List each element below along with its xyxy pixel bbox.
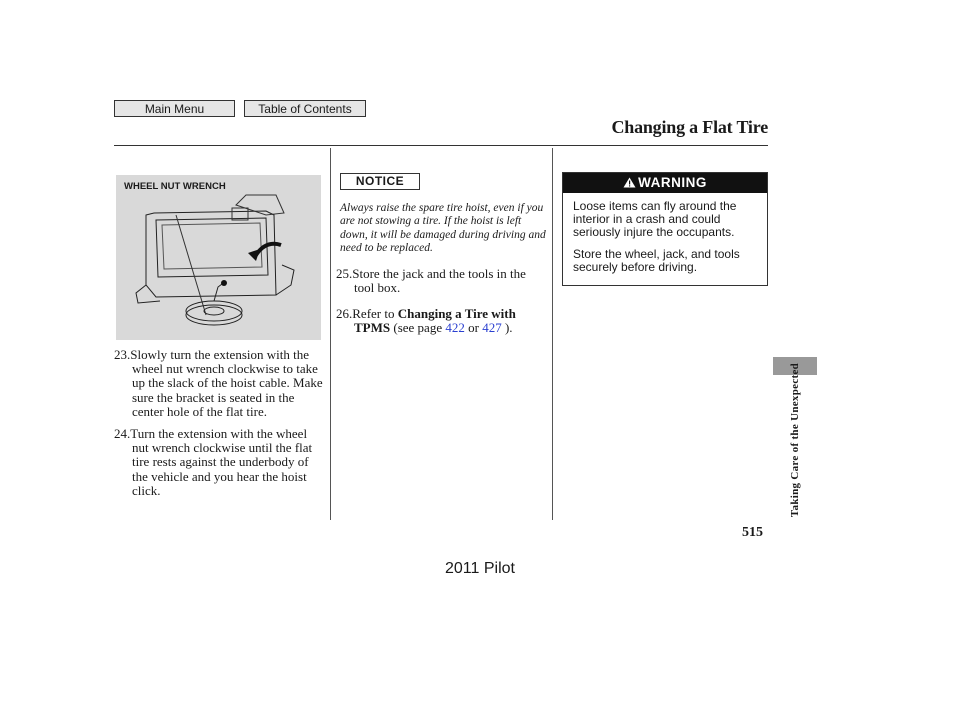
warning-triangle-icon — [623, 177, 636, 188]
illustration-figure — [116, 175, 321, 340]
warning-text-1: Loose items can fly around the interior in a crash and could seriously injure the occupants. — [573, 199, 737, 239]
column-divider-left — [330, 148, 331, 520]
page-link-427[interactable]: 427 — [482, 320, 502, 336]
column-divider-right — [552, 148, 553, 520]
notice-label: NOTICE — [340, 173, 420, 190]
warning-text-2: Store the wheel, jack, and tools securely before driving. — [573, 247, 740, 274]
page-title: Changing a Flat Tire — [611, 117, 768, 137]
step-25 — [336, 267, 546, 295]
warning-header — [563, 173, 767, 193]
warning-label: WARNING — [638, 175, 707, 190]
step-26-or: or — [464, 320, 483, 336]
section-side-label: Taking Care of the Unexpected — [789, 362, 801, 518]
step-23-number: 23. — [114, 347, 131, 362]
step-26-mid: (see page — [390, 320, 446, 336]
warning-box — [562, 172, 768, 286]
notice-text: Always raise the spare tire hoist, even if you are not stowing a tire. If the hoist is left down, it will be damaged during driving and need to be replaced. — [340, 202, 546, 255]
step-24-text: Turn the extension with the wheel nut wrench clockwise until the flat tire rests against the underbody of the vehicle and you hear the hoist click. — [130, 426, 313, 498]
vehicle-rear-illustration — [116, 175, 321, 340]
table-of-contents-button[interactable]: Table of Contents — [244, 100, 366, 117]
step-26 — [336, 307, 546, 335]
page-link-422[interactable]: 422 — [445, 320, 465, 336]
step-26-suffix: ). — [501, 320, 513, 336]
step-23-text: Slowly turn the extension with the wheel nut wrench clockwise to take up the slack of the hoist cable. Make sure the bracket is seated in the center hole of the flat tire. — [130, 347, 323, 419]
figure-label: WHEEL NUT WRENCH — [124, 181, 226, 192]
step-24-number: 24. — [114, 426, 131, 441]
step-25-text: Store the jack and the tools in the tool box. — [352, 266, 526, 296]
step-26-prefix: Refer to — [352, 306, 398, 321]
step-25-number: 25. — [336, 266, 353, 281]
step-23 — [114, 348, 326, 419]
main-menu-button[interactable]: Main Menu — [114, 100, 235, 117]
step-26-number: 26. — [336, 306, 353, 321]
footer-model: 2011 Pilot — [445, 560, 515, 577]
step-24 — [114, 427, 326, 498]
header-rule — [114, 145, 768, 146]
page-number: 515 — [742, 525, 763, 540]
tpms-reference: Changing a Tire with TPMS — [354, 306, 516, 336]
